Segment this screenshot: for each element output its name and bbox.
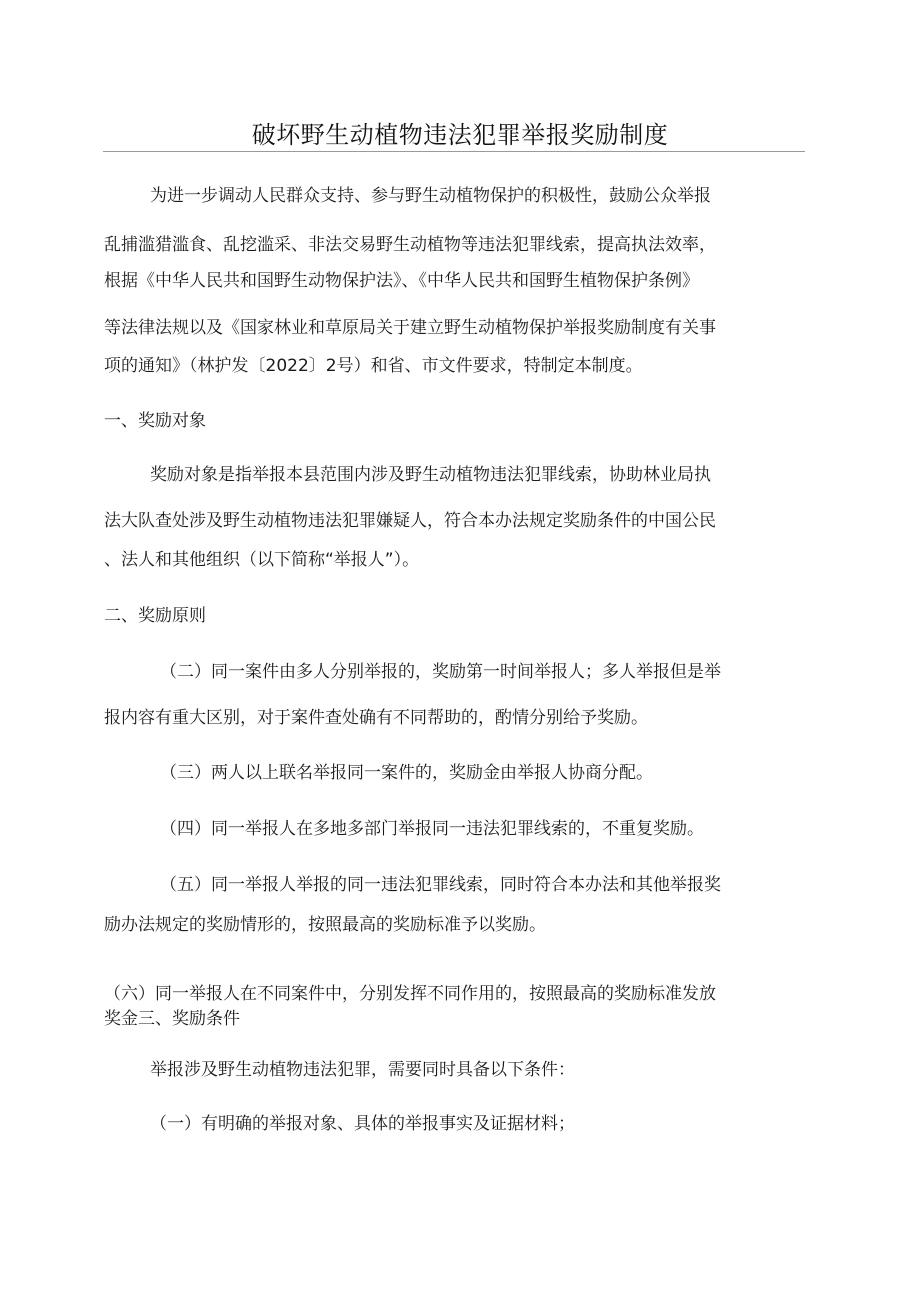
- principle-5-line-2: 励办法规定的奖励情形的，按照最高的奖励标准予以奖励。: [104, 915, 546, 935]
- principle-2-line-2: 报内容有重大区别，对于案件查处确有不同帮助的，酌情分别给予奖励。: [104, 708, 648, 728]
- section1-line-1: 奖励对象是指举报本县范围内涉及野生动植物违法犯罪线索，协助林业局执: [150, 465, 711, 485]
- intro-line-4: 等法律法规以及《国家林业和草原局关于建立野生动植物保护举报奖励制度有关事: [104, 318, 716, 338]
- principle-6-line-2: 奖金三、奖励条件: [104, 1009, 240, 1029]
- intro-line-5: 项的通知》（林护发〔2022〕2号）和省、市文件要求，特制定本制度。: [104, 356, 643, 376]
- principle-4: （四）同一举报人在多地多部门举报同一违法犯罪线索的，不重复奖励。: [160, 819, 704, 839]
- section3-intro: 举报涉及野生动植物违法犯罪，需要同时具备以下条件：: [150, 1060, 575, 1080]
- intro-line-1: 为进一步调动人民群众支持、参与野生动植物保护的积极性，鼓励公众举报: [150, 186, 711, 206]
- section1-line-2: 法大队查处涉及野生动植物违法犯罪嫌疑人，符合本办法规定奖励条件的中国公民: [104, 511, 716, 531]
- section1-line-3: 、法人和其他组织（以下简称“举报人”）。: [104, 550, 420, 570]
- document-title: 破坏野生动植物违法犯罪举报奖励制度: [251, 121, 669, 149]
- principle-6-line-1: （六）同一举报人在不同案件中，分别发挥不同作用的，按照最高的奖励标准发放: [104, 984, 716, 1004]
- section-heading-reward-target: 一、奖励对象: [104, 411, 206, 431]
- principle-3: （三）两人以上联名举报同一案件的，奖励金由举报人协商分配。: [160, 763, 653, 783]
- title-divider: [103, 151, 805, 152]
- principle-2-line-1: （二）同一案件由多人分别举报的，奖励第一时间举报人；多人举报但是举: [160, 662, 721, 682]
- principle-5-line-1: （五）同一举报人举报的同一违法犯罪线索，同时符合本办法和其他举报奖: [160, 875, 721, 895]
- intro-line-3: 根据《中华人民共和国野生动物保护法》、《中华人民共和国野生植物保护条例》: [104, 271, 699, 291]
- section-heading-reward-principles: 二、奖励原则: [104, 606, 206, 626]
- condition-1: （一）有明确的举报对象、具体的举报事实及证据材料；: [150, 1114, 575, 1134]
- intro-line-2: 乱捕滥猎滥食、乱挖滥采、非法交易野生动植物等违法犯罪线索，提高执法效率，: [104, 235, 716, 255]
